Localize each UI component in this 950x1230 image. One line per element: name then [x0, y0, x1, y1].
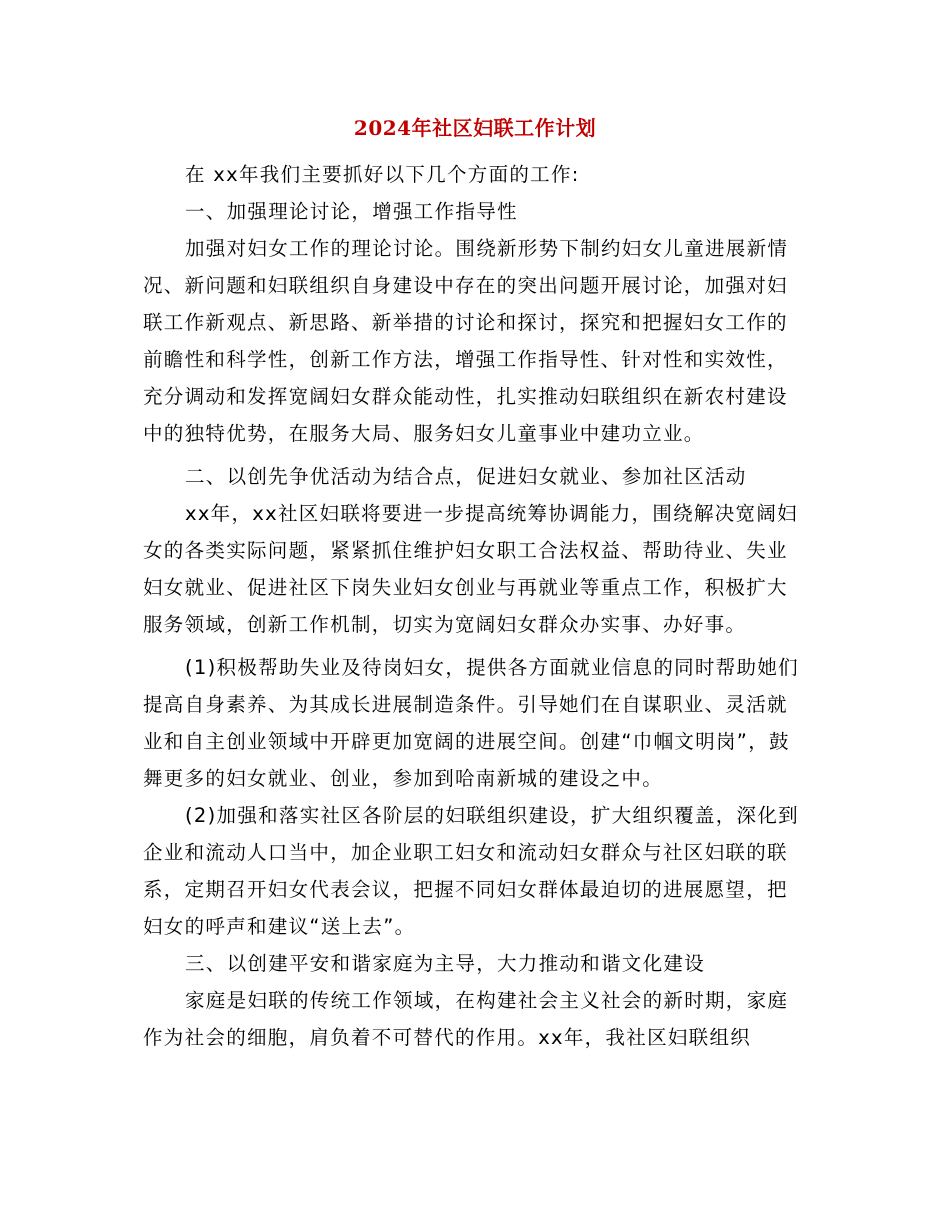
- document-body: [143, 156, 803, 1056]
- section-1-paragraph: 加强对妇女工作的理论讨论。围绕新形势下制约妇女儿童进展新情况、新问题和妇联组织自身建设中存在的突出问题开展讨论，加强对妇联工作新观点、新思路、新举措的讨论和探讨，探究和把握妇女工作的前瞻性和科学性，创新工作方法，增强工作指导性、针对性和实效性，充分调动和发挥宽阔妇女群众能动性，扎实推动妇联组织在新农村建设中的独特优势，在服务大局、服务妇女儿童事业中建功立业。: [143, 237, 789, 445]
- section-heading-2: 二、以创先争优活动为结合点，促进妇女就业、参加社区活动: [185, 465, 747, 488]
- section-heading-3: 三、以创建平安和谐家庭为主导，大力推动和谐文化建设: [185, 952, 706, 975]
- section-2-item-2: (2)加强和落实社区各阶层的妇联组织建设，扩大组织覆盖，深化到企业和流动人口当中，加企业职工妇女和流动妇女群众与社区妇联的联系，定期召开妇女代表会议，把握不同妇女群体最迫切的进展愿望，把妇女的呼声和建议“送上去”。: [143, 804, 799, 938]
- section-2-item-1: (1)积极帮助失业及待岗妇女，提供各方面就业信息的同时帮助她们提高自身素养、为其成长进展制造条件。引导她们在自谋职业、灵活就业和自主创业领域中开辟更加宽阔的进展空间。创建“巾帼文明岗”，鼓舞更多的妇女就业、创业，参加到哈南新城的建设之中。: [143, 656, 799, 790]
- document-title: 2024年社区妇联工作计划: [353, 116, 597, 140]
- intro-paragraph: 在 xx年我们主要抓好以下几个方面的工作:: [185, 163, 580, 186]
- section-heading-1: 一、加强理论讨论，增强工作指导性: [185, 200, 518, 223]
- section-3-paragraph: 家庭是妇联的传统工作领域，在构建社会主义社会的新时期，家庭作为社会的细胞，肩负着不可替代的作用。xx年，我社区妇联组织: [143, 989, 789, 1049]
- section-2-paragraph: xx年，xx社区妇联将要进一步提高统筹协调能力，围绕解决宽阔妇女的各类实际问题，紧紧抓住维护妇女职工合法权益、帮助待业、失业妇女就业、促进社区下岗失业妇女创业与再就业等重点工作，积极扩大服务领域，创新工作机制，切实为宽阔妇女群众办实事、办好事。: [143, 502, 798, 636]
